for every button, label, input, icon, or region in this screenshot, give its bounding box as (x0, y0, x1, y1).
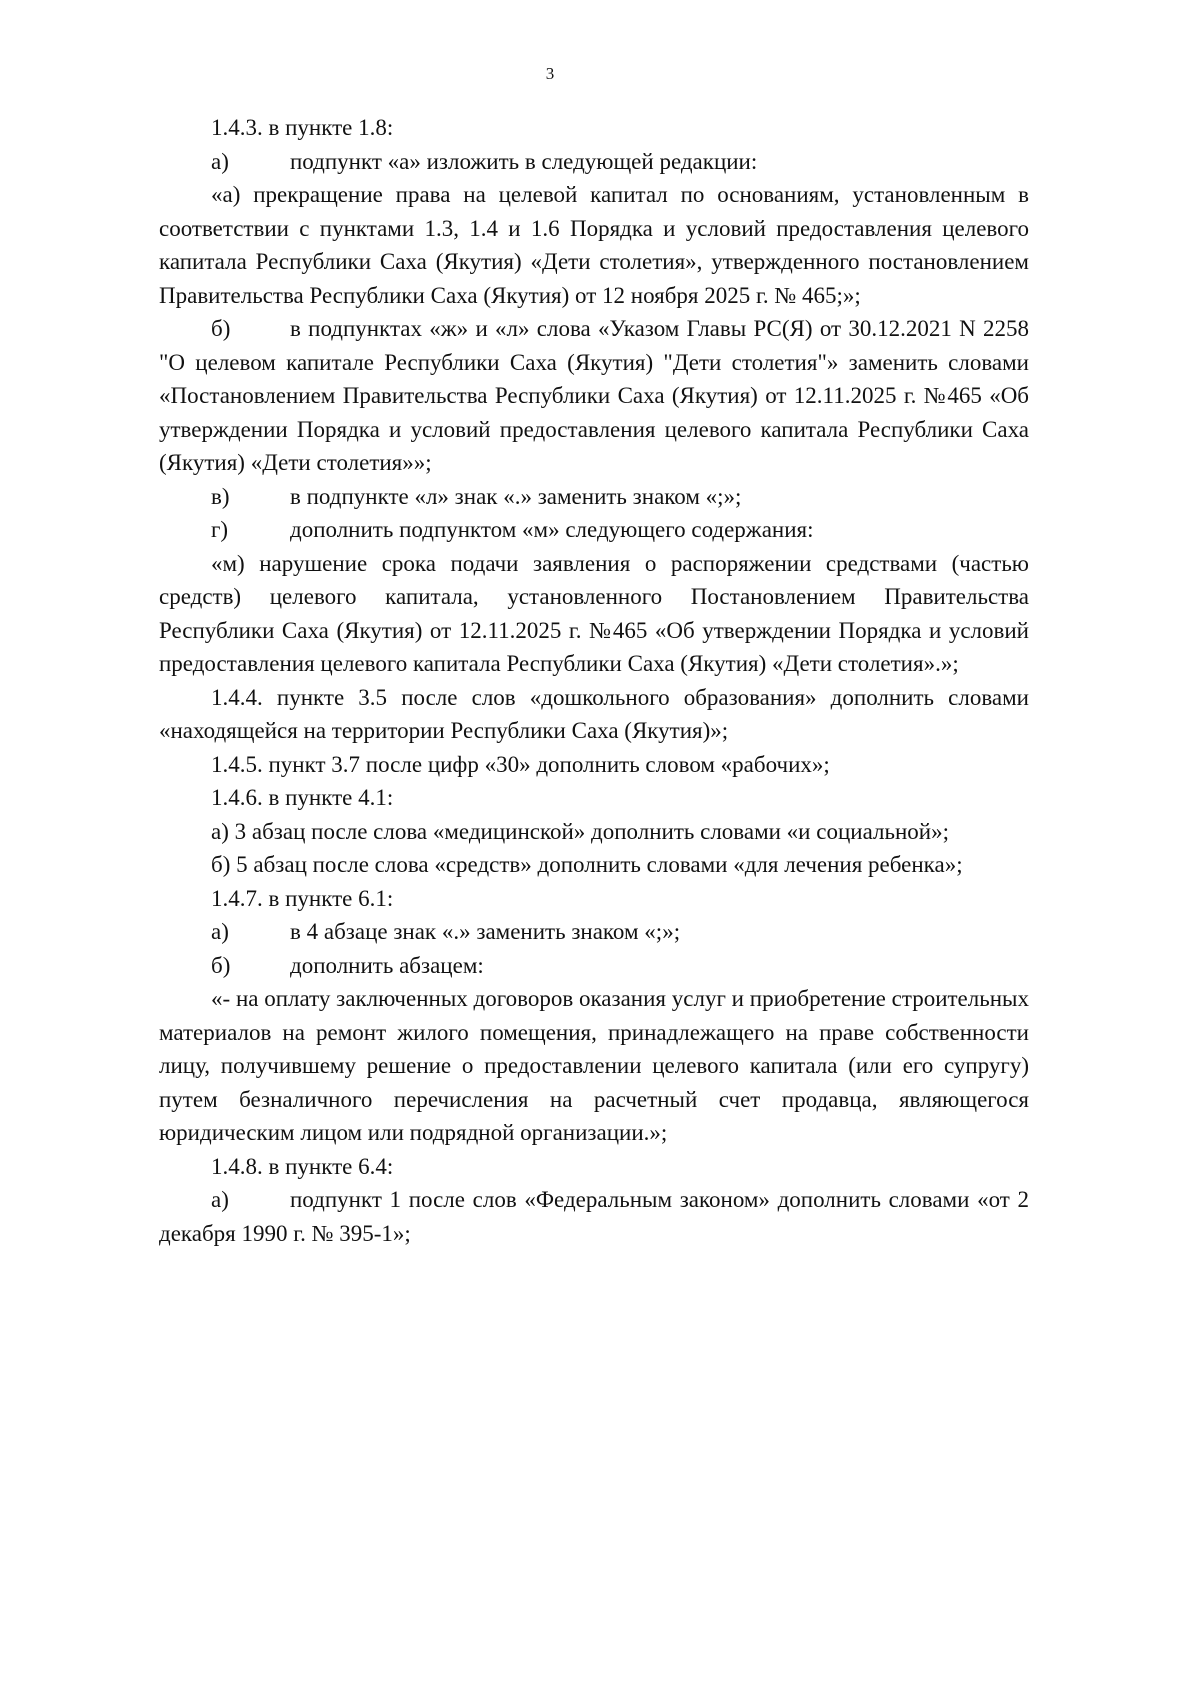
subitem-a (159, 1183, 1029, 1250)
quoted-paragraph-a: «а) прекращение права на целевой капитал по основаниям, установленным в соответствии с пунктами 1.3, 1.4 и 1.6 Порядка и условий предоставления целевого капитала Республики Саха (Якутия) «Дети столетия», утвержденного постановлением Правительства Республики Саха (Якутия) от 12 ноября 2025 г. № 465;»; (159, 182, 1029, 308)
clause-1-4-4: 1.4.4. пункте 3.5 после слов «дошкольного образования» дополнить словами «находящейся на территории Республики Саха (Якутия)»; (159, 684, 1029, 743)
subitem-text: в подпунктах «ж» и «л» слова «Указом Главы РС(Я) от 30.12.2021 N 2258 "О целевом капитале Республики Саха (Якутия) "Дети столетия"» заменить словами «Постановлением Правительства Республики Саха (Якутия) от 12.11.2025 г. №465 «Об утверждении Порядка и условий предоставления целевого капитала Республики Саха (Якутия) «Дети столетия»»; (159, 316, 1029, 475)
subitem-g (159, 513, 1029, 547)
clause-1-4-8-heading: 1.4.8. в пункте 6.4: (211, 1153, 394, 1179)
subitem-text: в подпункте «л» знак «.» заменить знаком «;»; (290, 483, 742, 509)
subitem-marker: г) (211, 517, 229, 542)
subitem-v (159, 480, 1029, 514)
subitem-marker: б) (211, 952, 231, 978)
subitem-text: подпункт 1 после слов «Федеральным законом» дополнить словами «от 2 декабря 1990 г. № 395-1»; (159, 1187, 1029, 1246)
subitem-text: дополнить абзацем: (290, 952, 484, 978)
subitem-a (159, 915, 1029, 949)
subitem-marker: б) (211, 316, 231, 341)
subitem-marker: а) (211, 1187, 229, 1212)
clause-1-4-6-b: б) 5 абзац после слова «средств» дополнить словами «для лечения ребенка»; (211, 852, 963, 877)
clause-1-4-3-heading: 1.4.3. в пункте 1.8: (211, 115, 394, 140)
clause-1-4-5: 1.4.5. пункт 3.7 после цифр «30» дополнить словом «рабочих»; (211, 751, 830, 777)
subitem-marker: а) (211, 919, 229, 944)
clause-1-4-6-heading: 1.4.6. в пункте 4.1: (211, 785, 394, 810)
clause-1-4-7-heading: 1.4.7. в пункте 6.1: (211, 885, 394, 911)
quoted-paragraph-m: «м) нарушение срока подачи заявления о распоряжении средствами (частью средств) целевого капитала, установленного Постановлением Правительства Республики Саха (Якутия) от 12.11.2025 г. №465 «Об утверждении Порядка и условий предоставления целевого капитала Республики Саха (Якутия) «Дети столетия».»; (159, 550, 1029, 676)
document-body (159, 111, 1029, 1250)
subitem-a (159, 145, 1029, 179)
subitem-b (159, 312, 1029, 480)
subitem-text: в 4 абзаце знак «.» заменить знаком «;»; (290, 919, 681, 944)
subitem-text: подпункт «а» изложить в следующей редакции: (290, 148, 758, 174)
subitem-text: дополнить подпунктом «м» следующего содержания: (290, 517, 814, 542)
subitem-marker: а) (211, 148, 229, 174)
subitem-marker: в) (211, 483, 230, 509)
clause-1-4-6-a: а) 3 абзац после слова «медицинской» дополнить словами «и социальной»; (211, 818, 949, 844)
page-number: 3 (545, 64, 555, 83)
subitem-b (159, 949, 1029, 983)
quoted-paragraph-payment: «- на оплату заключенных договоров оказания услуг и приобретение строительных материалов на ремонт жилого помещения, принадлежащего на праве собственности лицу, получившему решение о предоставлении целевого капитала (или его супругу) путем безналичного перечисления на расчетный счет продавца, являющегося юридическим лицом или подрядной организации.»; (159, 986, 1029, 1145)
